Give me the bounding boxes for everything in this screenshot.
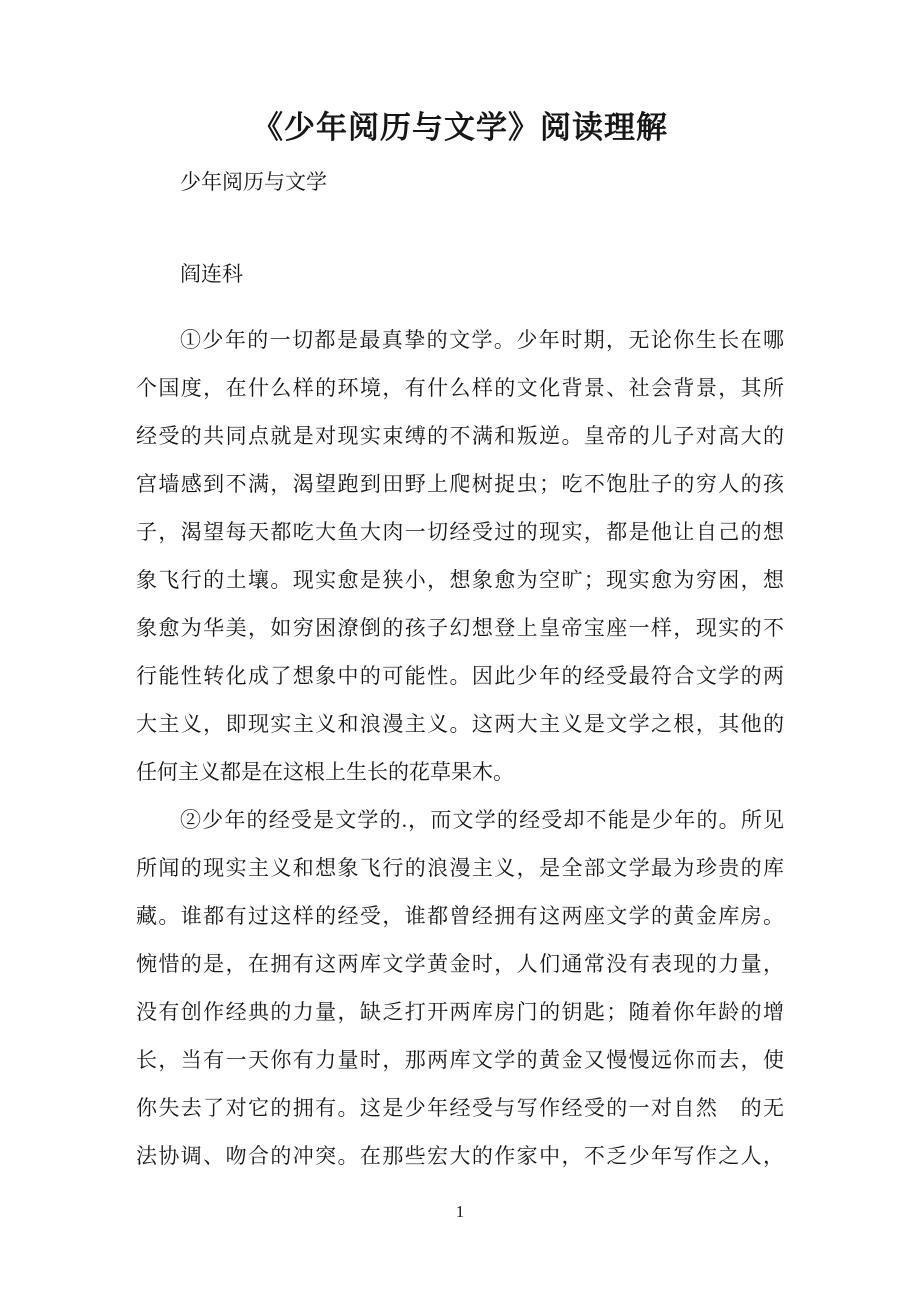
paragraph-line: 藏。谁都有过这样的经受，谁都曾经拥有这两座文学的黄金库房。 <box>136 904 784 928</box>
paragraph-line: 所闻的现实主义和想象飞行的浪漫主义，是全部文学最为珍贵的库 <box>136 856 784 880</box>
paragraph-line: 惋惜的是，在拥有这两库文学黄金时，人们通常没有表现的力量， <box>136 952 784 976</box>
author-name: 阎连科 <box>180 262 243 286</box>
document-subtitle: 少年阅历与文学 <box>180 170 327 194</box>
document-content <box>136 104 784 1180</box>
page-number: 1 <box>455 1202 465 1221</box>
paragraph-line: 你失去了对它的拥有。这是少年经受与写作经受的一对自然 的无 <box>136 1096 784 1120</box>
paragraph-line: 大主义，即现实主义和浪漫主义。这两大主义是文学之根，其他的 <box>136 712 784 736</box>
paragraph-line: 经受的共同点就是对现实束缚的不满和叛逆。皇帝的儿子对高大的 <box>136 424 784 448</box>
paragraph-line: 个国度，在什么样的环境，有什么样的文化背景、社会背景，其所 <box>136 376 784 400</box>
paragraph-line: 法协调、吻合的冲突。在那些宏大的作家中，不乏少年写作之人， <box>136 1144 784 1168</box>
paragraph-line: ②少年的经受是文学的.，而文学的经受却不能是少年的。所见 <box>180 808 784 832</box>
paragraph-1 <box>136 316 784 796</box>
paragraph-line: 子，渴望每天都吃大鱼大肉一切经受过的现实，都是他让自己的想 <box>136 520 784 544</box>
paragraph-line: 行能性转化成了想象中的可能性。因此少年的经受最符合文学的两 <box>136 664 784 688</box>
paragraph-line: 长，当有一天你有力量时，那两库文学的黄金又慢慢远你而去，使 <box>136 1048 784 1072</box>
paragraph-line: 没有创作经典的力量，缺乏打开两库房门的钥匙；随着你年龄的增 <box>136 1000 784 1024</box>
paragraph-2 <box>136 796 784 1180</box>
paragraph-line: 任何主义都是在这根上生长的花草果木。 <box>136 760 514 784</box>
paragraph-line: ①少年的一切都是最真挚的文学。少年时期，无论你生长在哪 <box>180 328 784 352</box>
paragraph-line: 象飞行的土壤。现实愈是狭小，想象愈为空旷；现实愈为穷困，想 <box>136 568 784 592</box>
page-title: 《少年阅历与文学》阅读理解 <box>252 110 668 145</box>
body-text <box>136 316 784 1180</box>
paragraph-line: 宫墙感到不满，渴望跑到田野上爬树捉虫；吃不饱肚子的穷人的孩 <box>136 472 784 496</box>
paragraph-line: 象愈为华美，如穷困潦倒的孩子幻想登上皇帝宝座一样，现实的不 <box>136 616 784 640</box>
